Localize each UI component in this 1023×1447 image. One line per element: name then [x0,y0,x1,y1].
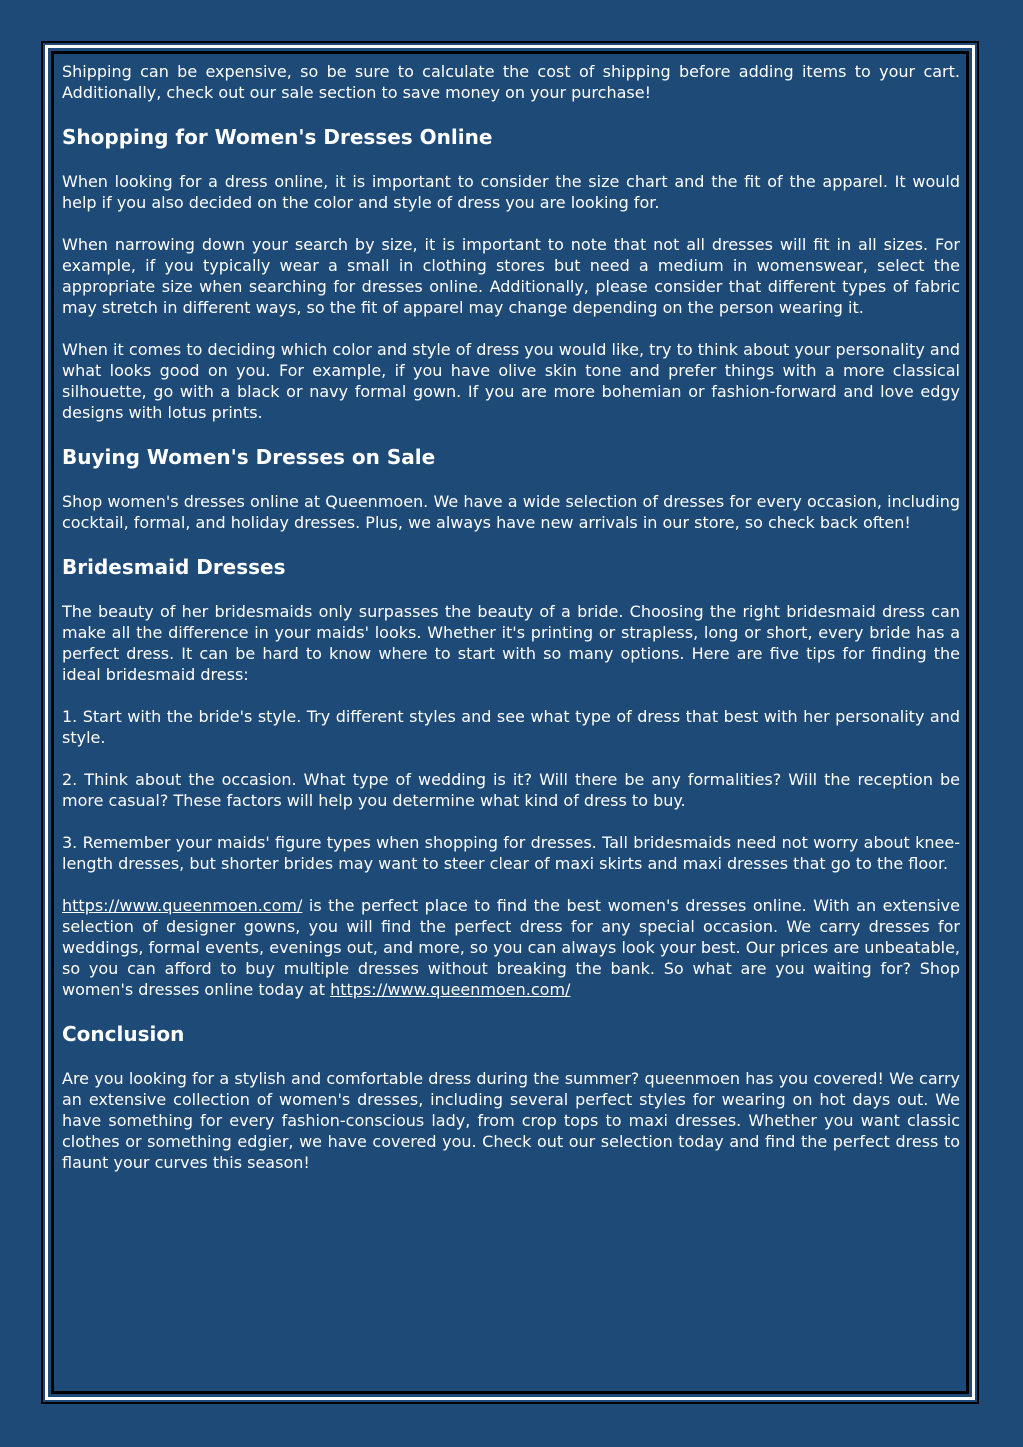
document-body [62,61,960,1194]
heading-shopping-online: Shopping for Women's Dresses Online [62,125,493,149]
heading-bridesmaid-dresses: Bridesmaid Dresses [62,555,286,579]
queenmoen-link-2[interactable]: https://www.queenmoen.com/ [330,980,571,999]
online-paragraph-1: When looking for a dress online, it is important to consider the size chart and the fit of the apparel. It would help if you also decided on the color and style of dress you are looking for. [62,172,960,212]
intro-paragraph: Shipping can be expensive, so be sure to calculate the cost of shipping before adding items to your cart. Additionally, check out our sale section to save money on your purchase! [62,62,960,102]
bridesmaid-paragraph-1: The beauty of her bridesmaids only surpasses the beauty of a bride. Choosing the right bridesmaid dress can make all the difference in your maids' looks. Whether it's printing or strapless, long or short, every bride has a perfect dress. It can be hard to know where to start with so many options. Here are five tips for finding the ideal bridesmaid dress: [62,602,960,684]
bridesmaid-tip-2: 2. Think about the occasion. What type of wedding is it? Will there be any formalities? Will the reception be more casual? These factors will help you determine what kind of dress to buy. [62,770,960,810]
bridesmaid-tip-3: 3. Remember your maids' figure types when shopping for dresses. Tall bridesmaids need not worry about knee-length dresses, but shorter brides may want to steer clear of maxi skirts and maxi dresses that go to the floor. [62,833,960,873]
queenmoen-link[interactable]: https://www.queenmoen.com/ [62,896,303,915]
online-paragraph-2: When narrowing down your search by size, it is important to note that not all dresses will fit in all sizes. For example, if you typically wear a small in clothing stores but need a medium in womenswear, select the appropriate size when searching for dresses online. Additionally, please consider that different types of fabric may stretch in different ways, so the fit of apparel may change depending on the person wearing it. [62,235,960,317]
online-paragraph-3: When it comes to deciding which color and style of dress you would like, try to think about your personality and what looks good on you. For example, if you have olive skin tone and prefer things with a more classical silhouette, go with a black or navy formal gown. If you are more bohemian or fashion-forward and love edgy designs with lotus prints. [62,340,960,422]
queenmoen-paragraph [62,895,960,1000]
queenmoen-paragraph-text: is the perfect place to find the best women's dresses online. With an extensive selection of designer gowns, you will find the perfect dress for any special occasion. We carry dresses for weddings, formal events, evenings out, and more, so you can always look your best. Our prices are unbeatable, so you can afford to buy multiple dresses without breaking the bank. So what are you waiting for? Shop women's dresses online today at [62,896,960,999]
heading-conclusion: Conclusion [62,1022,185,1046]
conclusion-paragraph: Are you looking for a stylish and comfortable dress during the summer? queenmoen has you covered! We carry an extensive collection of women's dresses, including several perfect styles for wearing on hot days out. We have something for every fashion-conscious lady, from crop tops to maxi dresses. Whether you want classic clothes or something edgier, we have covered you. Check out our selection today and find the perfect dress to flaunt your curves this season! [62,1069,960,1172]
heading-dresses-on-sale: Buying Women's Dresses on Sale [62,445,436,469]
bridesmaid-tip-1: 1. Start with the bride's style. Try different styles and see what type of dress that best with her personality and style. [62,707,960,747]
sale-paragraph: Shop women's dresses online at Queenmoen. We have a wide selection of dresses for every occasion, including cocktail, formal, and holiday dresses. Plus, we always have new arrivals in our store, so check back often! [62,492,960,532]
